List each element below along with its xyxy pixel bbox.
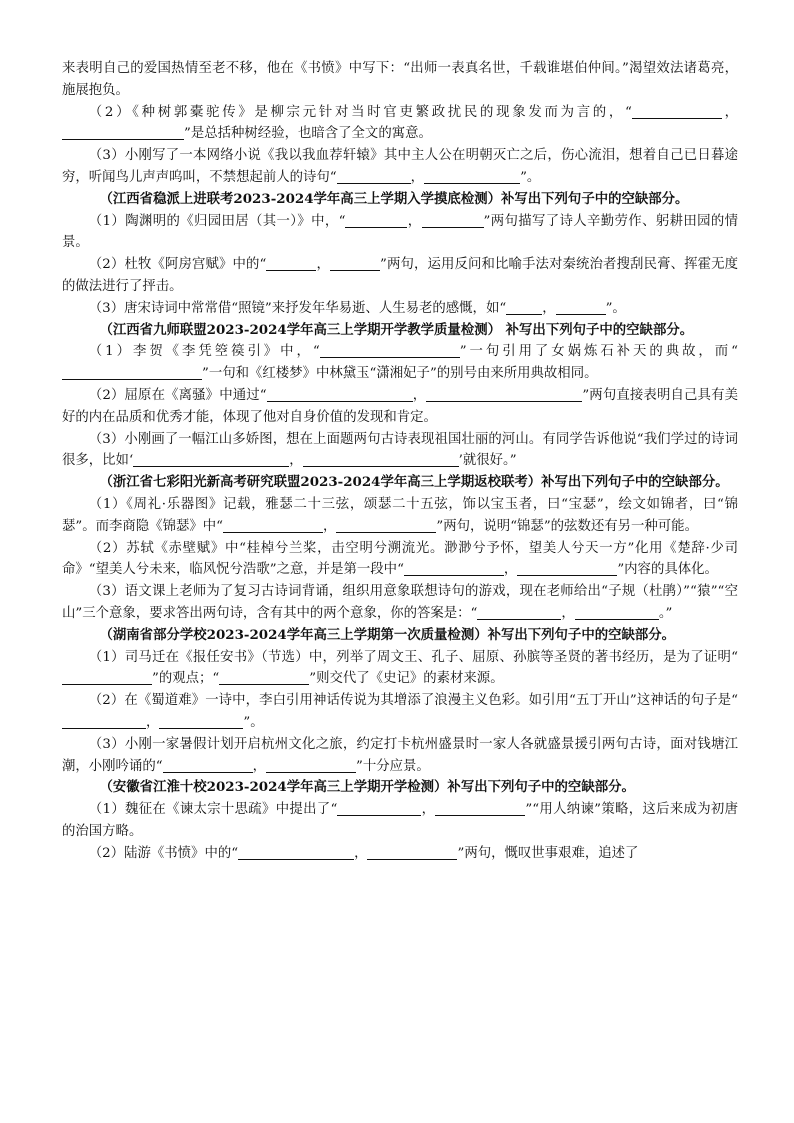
answer-blank[interactable]: [266, 758, 356, 772]
text: （2）陆游《书愤》中的“: [88, 845, 239, 861]
question-3-paragraph: [62, 298, 738, 320]
text: （2）杜牧《阿房宫赋》中的“: [88, 257, 267, 273]
answer-blank[interactable]: [62, 126, 184, 140]
text: ，: [561, 605, 575, 621]
section-heading: [62, 472, 738, 494]
text: ”。: [520, 169, 541, 185]
document-page: [62, 58, 738, 864]
answer-blank[interactable]: [404, 562, 504, 576]
text: ，: [503, 562, 518, 578]
text: （江西省稳派上进联考2023-2024学年高三上学期入学摸底检测）补写出下列句子中的空缺部分。: [99, 190, 689, 207]
question-3-paragraph: [62, 581, 738, 625]
answer-blank[interactable]: [320, 344, 460, 358]
section-heading: [62, 320, 738, 342]
text: （2）苏轼《赤壁赋》中“桂棹兮兰桨，击空明兮溯流光。渺渺兮予怀，望美人兮天一方”化用《楚辞·少司命》“望美人兮未来，临风怳兮浩歌”之意，并是第一段中“: [62, 540, 738, 578]
question-1-paragraph: [62, 341, 738, 385]
answer-blank[interactable]: [223, 518, 323, 532]
text: ”。: [605, 300, 626, 316]
answer-blank[interactable]: [575, 606, 659, 620]
text: ”的观点；“: [152, 671, 220, 687]
answer-blank[interactable]: [517, 562, 617, 576]
question-3-paragraph: [62, 734, 738, 778]
question-1-paragraph: [62, 799, 738, 843]
answer-blank[interactable]: [266, 257, 316, 271]
question-2-paragraph: [62, 102, 738, 146]
text: ，: [316, 257, 330, 273]
text: （2）《种树郭橐驼传》是柳宗元针对当时官吏繁政扰民的现象发而为言的，“: [88, 104, 632, 120]
answer-blank[interactable]: [219, 671, 309, 685]
section-heading: [62, 625, 738, 647]
text: （3）小刚画了一幅江山多娇图，想在上面题两句古诗表现祖国壮丽的河山。有同学告诉他说“我们学过的诗词很多，比如‘: [62, 431, 738, 469]
text: ”两句，说明“锦瑟”的弦数还有另一种可能。: [436, 518, 698, 534]
text: （湖南省部分学校2023-2024学年高三上学期第一次质量检测）补写出下列句子中的空缺部分。: [99, 626, 676, 643]
answer-blank[interactable]: [337, 802, 421, 816]
text: （1）李贺《李凭箜篌引》中，“: [88, 344, 320, 360]
answer-blank[interactable]: [345, 213, 407, 227]
answer-blank[interactable]: [506, 300, 542, 314]
text: ”一句引用了女娲炼石补天的典故，而“: [459, 344, 738, 360]
question-2-paragraph: [62, 538, 738, 582]
text: ，: [354, 845, 368, 861]
text: （3）唐宋诗词中常常借“照镜”来抒发年华易逝、人生易老的感慨，如“: [88, 300, 507, 316]
text: ”两句直接表明自己具有美好的内在品质和优秀才能，体现了他对自身价值的发现和肯定。: [62, 387, 738, 425]
answer-blank[interactable]: [238, 845, 354, 859]
question-2-paragraph: [62, 385, 738, 429]
section-heading: [62, 189, 738, 211]
text: （1）《周礼·乐器图》记载，雅瑟二十三弦，颂瑟二十五弦，饰以宝玉者，曰“宝瑟”，绘文如锦者，曰“锦瑟”。而李商隐《锦瑟》中“: [62, 496, 738, 534]
answer-blank[interactable]: [133, 453, 289, 467]
text: ’就很好。”: [458, 453, 517, 469]
text: ”两句描写了诗人辛勤劳作、躬耕田园的情景。: [62, 213, 738, 251]
answer-blank[interactable]: [556, 300, 606, 314]
text: ，: [412, 387, 427, 403]
text: （1）陶渊明的《归园田居（其一）》中，“: [88, 213, 346, 229]
answer-blank[interactable]: [159, 715, 243, 729]
text: （1）司马迁在《报任安书》（节选）中，列举了周文王、孔子、屈原、孙膑等圣贤的著书经历，是为了证明“: [88, 649, 738, 665]
text: （3）小刚写了一本网络小说《我以我血荐轩辕》其中主人公在明朝灭亡之后，伤心流泪，想着自己已日暮途穷，听闻鸟儿声声呜叫，不禁想起前人的诗句“: [62, 148, 738, 185]
text: ，: [421, 802, 436, 818]
text: ”。: [243, 714, 264, 730]
question-3-paragraph: [62, 429, 738, 473]
answer-blank[interactable]: [303, 453, 459, 467]
text: （2）屈原在《离骚》中通过“: [88, 387, 267, 403]
answer-blank[interactable]: [163, 758, 253, 772]
answer-blank[interactable]: [426, 388, 582, 402]
answer-blank[interactable]: [367, 845, 457, 859]
text: 来表明自己的爱国热情至老不移，他在《书愤》中写下：“出师一表真名世，千载谁堪伯仲间。”渴望效法诸葛亮，施展抱负。: [62, 61, 738, 98]
text: （1）魏征在《谏太宗十思疏》中提出了“: [88, 802, 338, 818]
text: （3）小刚一家暑假计划开启杭州文化之旅，约定打卡杭州盛景时一家人各就盛景援引两句古诗，面对钱塘江潮，小刚吟诵的“: [62, 736, 738, 774]
text: ，: [410, 169, 425, 185]
answer-blank[interactable]: [62, 671, 152, 685]
answer-blank[interactable]: [330, 257, 380, 271]
text: （江西省九师联盟2023-2024学年高三上学期开学教学质量检测） 补写出下列句子中的空缺部分。: [99, 321, 694, 338]
text: ”是总括种树经验，也暗含了全文的寓意。: [184, 126, 432, 142]
text: ，: [721, 104, 739, 120]
text: ”两句，慨叹世事艰难，追述了: [457, 845, 639, 861]
answer-blank[interactable]: [337, 170, 411, 184]
question-3-paragraph: [62, 145, 738, 189]
text: （3）语文课上老师为了复习古诗词背诵，组织用意象联想诗句的游戏，现在老师给出“子规（杜鹃）”“猿”“空山”三个意象，要求答出两句诗，含有其中的两个意象，你的答案是：“: [62, 584, 738, 621]
text: ，: [542, 300, 556, 316]
answer-blank[interactable]: [62, 366, 202, 380]
answer-blank[interactable]: [267, 388, 413, 402]
question-1-paragraph: [62, 647, 738, 691]
text: ”两句，运用反问和比喻手法对秦统治者搜刮民膏、挥霍无度的做法进行了抨击。: [62, 257, 738, 294]
text: ，: [289, 453, 303, 469]
text: （安徽省江淮十校2023-2024学年高三上学期开学检测）补写出下列句子中的空缺部分。: [99, 779, 635, 796]
paragraph: [62, 58, 738, 102]
text: ，: [146, 714, 160, 730]
text: ，: [323, 518, 337, 534]
text: ”内容的具体化。: [617, 562, 718, 578]
text: ”“用人纳谏”策略，这后来成为初唐的治国方略。: [62, 802, 739, 839]
question-2-paragraph: [62, 690, 738, 734]
answer-blank[interactable]: [424, 170, 520, 184]
answer-blank[interactable]: [62, 715, 146, 729]
text: ，: [407, 213, 422, 229]
text: ”一句和《红楼梦》中林黛玉“潇湘妃子”的别号由来所用典故相同。: [202, 366, 598, 382]
question-2-paragraph: [62, 254, 738, 298]
text: ”则交代了《史记》的素材来源。: [309, 671, 504, 687]
answer-blank[interactable]: [477, 606, 561, 620]
answer-blank[interactable]: [435, 802, 525, 816]
text: 。”: [658, 605, 673, 621]
answer-blank[interactable]: [422, 213, 484, 227]
answer-blank[interactable]: [632, 104, 722, 118]
text: ”十分应景。: [355, 758, 430, 774]
answer-blank[interactable]: [336, 518, 436, 532]
section-heading: [62, 777, 738, 799]
text: （2）在《蜀道难》一诗中，李白引用神话传说为其增添了浪漫主义色彩。如引用“五丁开山”这神话的句子是“: [88, 693, 738, 709]
question-1-paragraph: [62, 494, 738, 538]
question-1-paragraph: [62, 211, 738, 255]
text: （浙江省七彩阳光新高考研究联盟2023-2024学年高三上学期返校联考）补写出下列句子中的空缺部分。: [99, 474, 729, 491]
question-2-paragraph: [62, 843, 738, 865]
text: ，: [252, 758, 266, 774]
